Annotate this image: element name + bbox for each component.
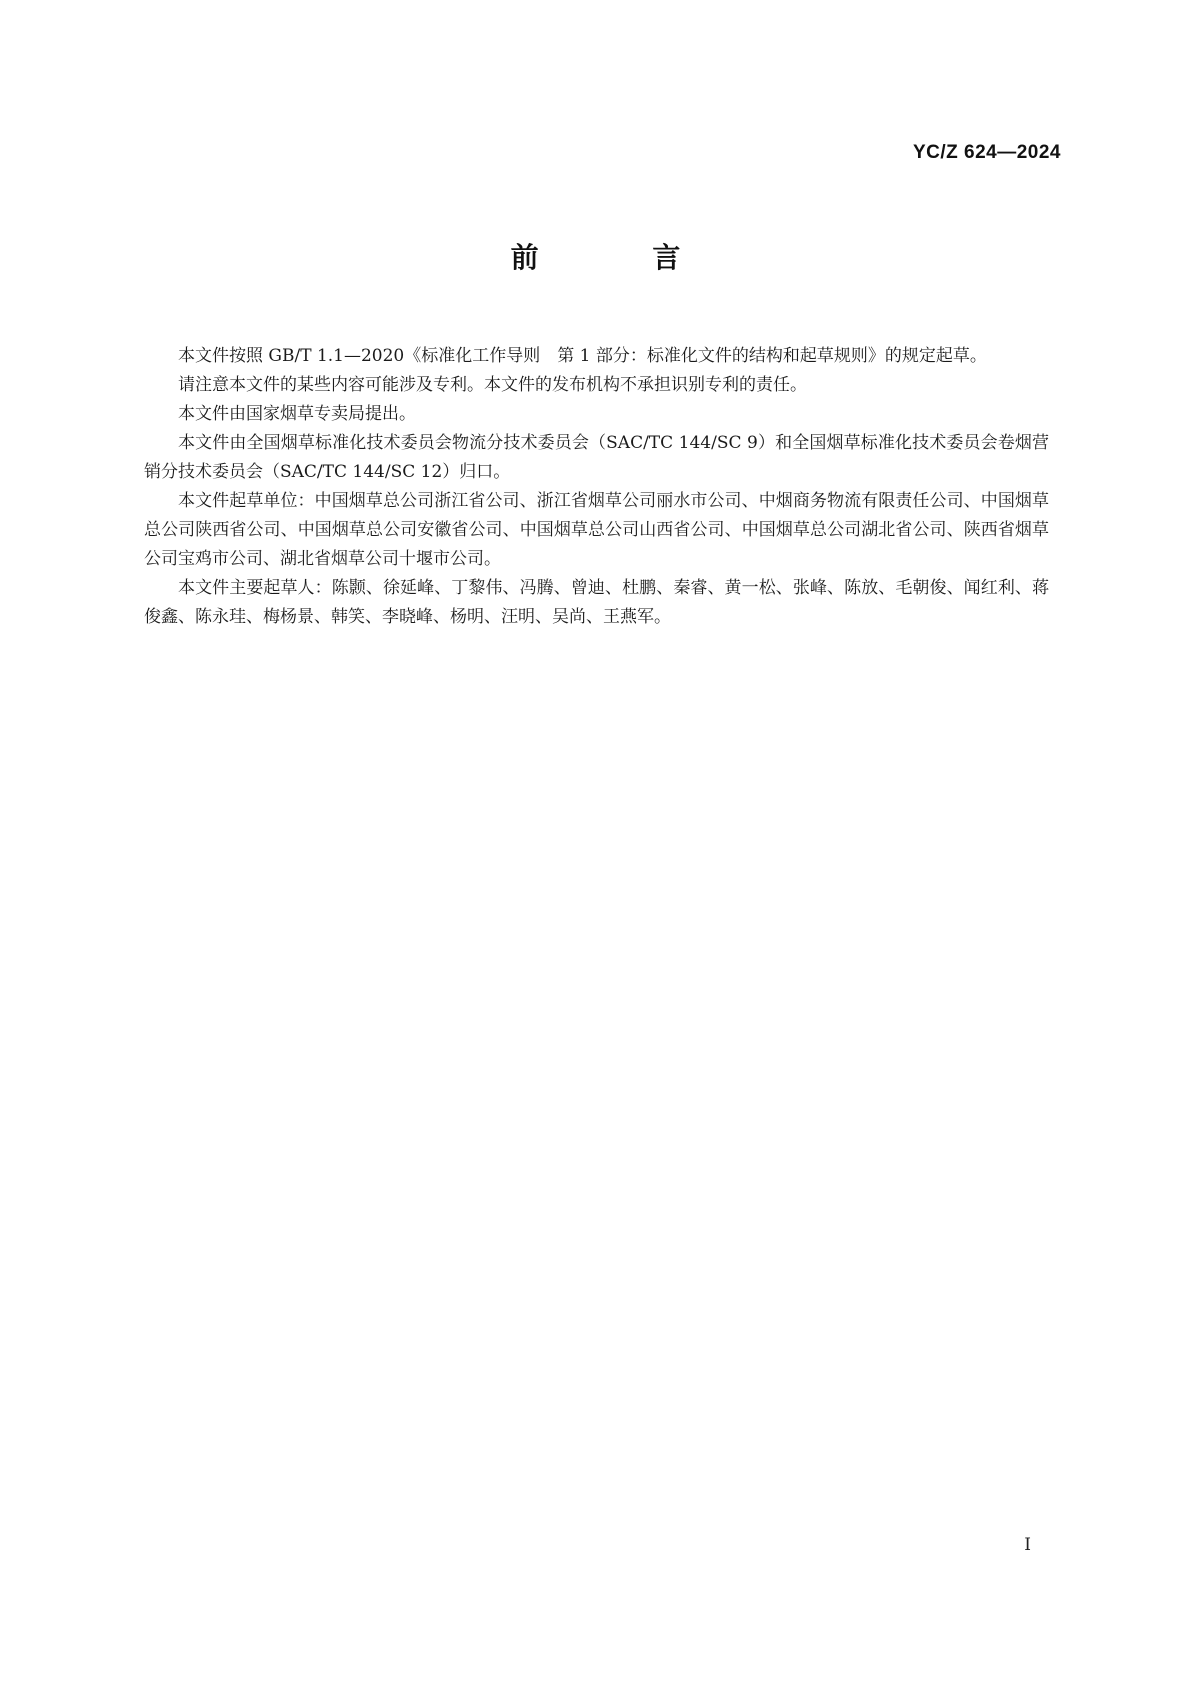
standard-code: YC/Z 624—2024 [912, 142, 1061, 163]
paragraph-drafters: 本文件主要起草人：陈颢、徐延峰、丁黎伟、冯腾、曾迪、杜鹏、秦睿、黄一松、张峰、陈放、毛朝俊、闻红利、蒋俊鑫、陈永珪、梅杨景、韩笑、李晓峰、杨明、汪明、吴尚、王燕军。 [144, 578, 1049, 627]
foreword-body [144, 342, 1049, 632]
paragraph-patent-notice: 请注意本文件的某些内容可能涉及专利。本文件的发布机构不承担识别专利的责任。 [178, 375, 807, 395]
paragraph-proposer: 本文件由国家烟草专卖局提出。 [178, 404, 416, 424]
paragraph-drafting-units: 本文件起草单位：中国烟草总公司浙江省公司、浙江省烟草公司丽水市公司、中烟商务物流有限责任公司、中国烟草总公司陕西省公司、中国烟草总公司安徽省公司、中国烟草总公司山西省公司、中国烟草总公司湖北省公司、陕西省烟草公司宝鸡市公司、湖北省烟草公司十堰市公司。 [144, 491, 1049, 569]
page-title: 前 言 [510, 241, 733, 274]
paragraph-committee: 本文件由全国烟草标准化技术委员会物流分技术委员会（SAC/TC 144/SC 9）和全国烟草标准化技术委员会卷烟营销分技术委员会（SAC/TC 144/SC 12）归口。 [144, 433, 1049, 482]
page-number: I [1024, 1535, 1031, 1555]
paragraph-drafting-rules: 本文件按照 GB/T 1.1—2020《标准化工作导则 第 1 部分：标准化文件的结构和起草规则》的规定起草。 [178, 346, 987, 366]
